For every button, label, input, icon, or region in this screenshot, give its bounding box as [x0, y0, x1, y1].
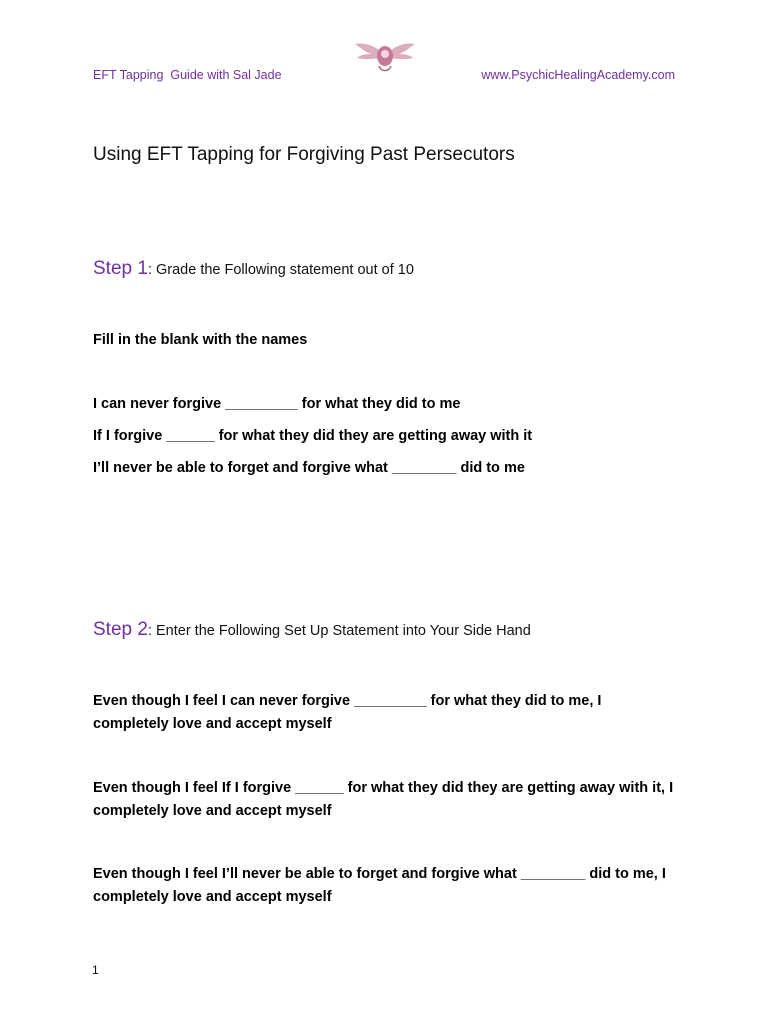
step2-text: : Enter the Following Set Up Statement into Your Side Hand — [147, 623, 531, 639]
step1-heading — [93, 258, 414, 280]
step1-statement-2: If I forgive ______ for what they did they are getting away with it — [93, 428, 533, 444]
header-guide-title: EFT Tapping Guide with Sal Jade — [93, 68, 282, 82]
step1-label: Step 1 — [93, 258, 148, 279]
page-number: 1 — [92, 963, 99, 977]
step1-instruction: Fill in the blank with the names — [93, 332, 308, 348]
step2-statement-3: Even though I feel I’ll never be able to forget and forgive what ________ did to me, I completely love and accept myself — [93, 866, 666, 905]
step2-statement-1: Even though I feel I can never forgive _________ for what they did to me, I completely love and accept myself — [93, 693, 602, 732]
page-title: Using EFT Tapping for Forgiving Past Persecutors — [93, 144, 515, 165]
step1-statement-3: I’ll never be able to forget and forgive what ________ did to me — [93, 460, 525, 476]
winged-emblem-icon — [353, 36, 417, 76]
step2-heading — [93, 619, 531, 641]
step2-statement-2: Even though I feel If I forgive ______ for what they did they are getting away with it, I completely love and accept myself — [93, 780, 674, 819]
step1-statement-1: I can never forgive _________ for what they did to me — [93, 396, 461, 412]
header-website: www.PsychicHealingAcademy.com — [481, 68, 675, 82]
step2-label: Step 2 — [93, 619, 148, 640]
step1-text: : Grade the Following statement out of 10 — [147, 262, 414, 278]
